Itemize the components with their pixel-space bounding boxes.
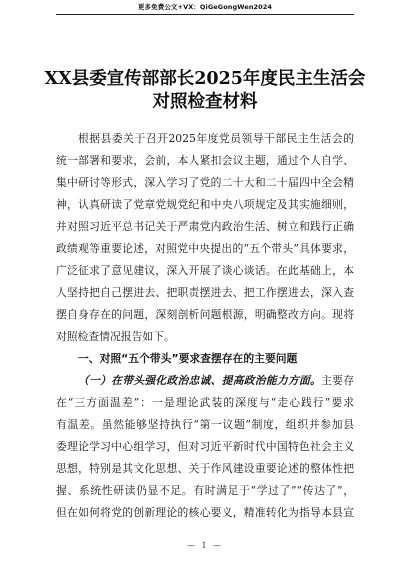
subsection-heading-continuation: 主要存 <box>321 374 354 387</box>
header-rule <box>56 14 354 15</box>
subsection-heading-line <box>78 370 354 392</box>
paragraph-1-line-5: 并对照习近平总书记关于严肃党内政治生活、树立和践行正确 <box>56 220 354 233</box>
paragraph-2-line-6: 但在如何将党的创新理论的核心要义，精准转化为指导本县宣 <box>56 506 354 519</box>
section-heading-1: 一、对照“五个带头”要求查摆存在的主要问题 <box>78 352 298 365</box>
paragraph-1-line-9: 摆自身存在的问题，深刻剖析问题根源，明确整改方向。现将 <box>56 308 354 321</box>
header-note: 更多免费公文+VX：QiGeGongWen2024 <box>137 3 273 11</box>
paragraph-1-line-10: 对照检查情况报告如下。 <box>56 330 175 343</box>
paragraph-2-line-4: 思想，特别是其文化思想、关于作风建设重要论述的整体性把 <box>56 462 354 475</box>
paragraph-1-line-7: 广泛征求了意见建议，深入开展了谈心谈话。在此基础上，本 <box>56 264 354 277</box>
paragraph-2-line-5: 握、系统性研读仍显不足。有时满足于“学过了”“传达了”， <box>56 484 354 497</box>
document-title-line-2: 对照检查材料 <box>152 92 258 112</box>
paragraph-1-line-6: 政绩观等重要论述，对照党中央提出的“五个带头”具体要求， <box>56 242 354 255</box>
paragraph-1-line-4: 神，认真研读了党章党规党纪和中央八项规定及其实施细则， <box>56 198 354 211</box>
paragraph-2-line-1: 在“三方面温差”：一是理论武装的深度与“走心践行”要求 <box>56 396 354 409</box>
paragraph-1-line-2: 统一部署和要求，会前，本人紧扣会议主题，通过个人自学、 <box>56 154 354 167</box>
paragraph-1-line-3: 集中研讨等形式，深入学习了党的二十大和二十届四中全会精 <box>56 176 354 189</box>
paragraph-1-line-8: 人坚持把自己摆进去、把职责摆进去、把工作摆进去，深入查 <box>56 286 354 299</box>
document-title-line-1: XX县委宣传部部长2025年度民主生活会 <box>44 69 366 89</box>
subsection-heading: （一）在带头强化政治忠诚、提高政治能力方面。 <box>78 374 322 387</box>
paragraph-2-line-3: 委理论学习中心组学习，但对习近平新时代中国特色社会主义 <box>56 440 354 453</box>
page-number: — 1 — <box>186 541 224 550</box>
paragraph-1-line-1: 根据县委关于召开2025年度党员领导干部民主生活会的 <box>78 132 354 145</box>
paragraph-2-line-2: 有温差。虽然能够坚持执行“第一议题”制度，组织并参加县 <box>56 418 354 431</box>
